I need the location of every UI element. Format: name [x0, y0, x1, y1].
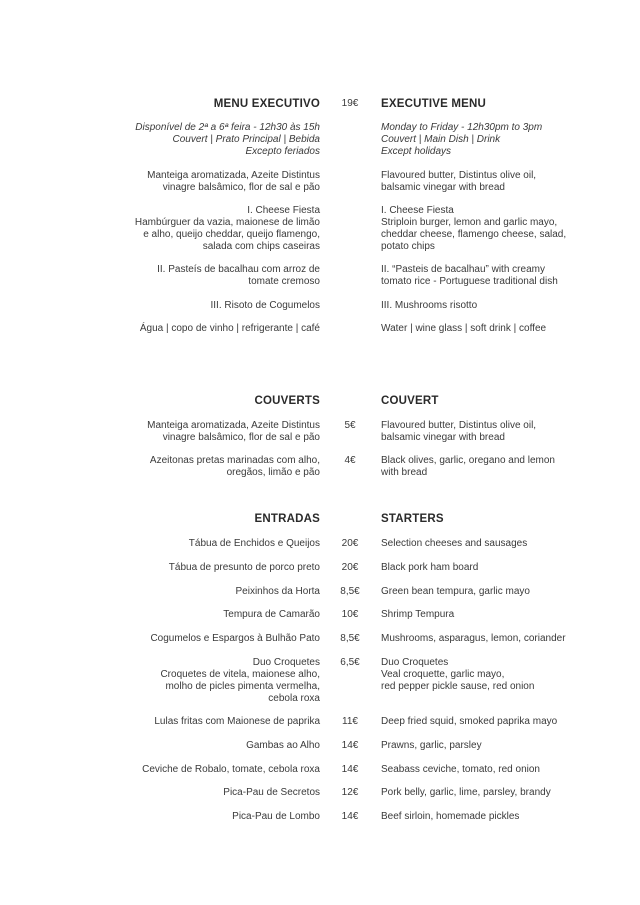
item-price: 11€: [342, 716, 358, 727]
text-line: I. Cheese Fiesta: [247, 205, 320, 216]
text-line: I. Cheese Fiesta: [381, 205, 454, 216]
item-price: 6,5€: [340, 657, 360, 668]
text-line: red pepper pickle sause, red onion: [381, 681, 535, 692]
text-line: Manteiga aromatizada, Azeite Distintus: [147, 420, 320, 431]
text-line: Shrimp Tempura: [381, 609, 455, 620]
menu-item-row: [0, 764, 640, 787]
text-line: Tábua de Enchidos e Queijos: [188, 538, 320, 549]
text-line: Seabass ceviche, tomato, red onion: [381, 764, 540, 775]
starters-list: [0, 538, 640, 835]
item-price: 8,5€: [340, 633, 360, 644]
menu-item-row: [0, 787, 640, 811]
text-line: e alho, queijo cheddar, queijo flamengo,: [143, 229, 320, 240]
text-line: balsamic vinegar with bread: [381, 182, 505, 193]
item-name-en: [381, 764, 611, 776]
text-line: salada com chips caseiras: [202, 241, 320, 252]
text-line: Deep fried squid, smoked paprika mayo: [381, 716, 558, 727]
text-line: Veal croquette, garlic mayo,: [381, 669, 505, 680]
item-name-en: [381, 609, 611, 621]
text-line: Hambúrguer da vazia, maionese de limão: [134, 217, 320, 228]
item-price: 20€: [341, 562, 359, 573]
menu-item-row: [0, 740, 640, 764]
executive-dish3-row: [0, 300, 640, 323]
text-line: Peixinhos da Horta: [235, 586, 320, 597]
item-name-pt: [90, 420, 320, 444]
info-line: Excepto feriados: [245, 146, 320, 157]
item-name-en: [381, 586, 611, 598]
text-line: Duo Croquetes: [252, 657, 320, 668]
text-line: Duo Croquetes: [381, 657, 449, 668]
info-line: Monday to Friday - 12h30pm to 3pm: [381, 122, 543, 133]
executive-info-row: [0, 122, 640, 170]
text-line: cebola roxa: [268, 693, 320, 704]
executive-dish3-en: III. Mushrooms risotto: [381, 300, 478, 311]
item-name-en: [381, 716, 611, 728]
starters-title-en: STARTERS: [381, 513, 444, 525]
item-name-en: [381, 811, 611, 823]
menu-item-row: [0, 716, 640, 740]
text-line: molho de picles pimenta vermelha,: [165, 681, 320, 692]
text-line: Black pork ham board: [381, 562, 479, 573]
executive-drinks-pt: Água | copo de vinho | refrigerante | café: [139, 323, 320, 334]
item-price: 8,5€: [340, 586, 360, 597]
menu-item-row: [0, 633, 640, 657]
executive-dish3-pt: III. Risoto de Cogumelos: [210, 300, 320, 311]
menu-item-row: [0, 586, 640, 609]
starters-heading-row: [0, 513, 640, 538]
text-line: tomato rice - Portuguese traditional dish: [381, 276, 558, 287]
item-name-pt: [90, 609, 320, 621]
text-line: oregãos, limão e pão: [226, 467, 320, 478]
item-price: 14€: [341, 764, 359, 775]
menu-item-row: [0, 538, 640, 562]
text-line: Gambas ao Alho: [246, 740, 320, 751]
executive-heading-row: [0, 98, 640, 122]
text-line: Beef sirloin, homemade pickles: [381, 811, 520, 822]
text-line: II. “Pasteis de bacalhau” with creamy: [381, 264, 545, 275]
text-line: potato chips: [381, 241, 435, 252]
executive-price: 19€: [341, 98, 359, 109]
menu-item-row: [0, 420, 640, 455]
text-line: Selection cheeses and sausages: [381, 538, 528, 549]
text-line: Green bean tempura, garlic mayo: [381, 586, 530, 597]
menu-item-row: [0, 455, 640, 485]
text-line: Prawns, garlic, parsley: [381, 740, 482, 751]
text-line: Flavoured butter, Distintus olive oil,: [381, 420, 537, 431]
executive-dish2-en: [381, 264, 611, 288]
item-name-pt: [90, 633, 320, 645]
text-line: Flavoured butter, Distintus olive oil,: [381, 170, 537, 181]
text-line: Pica-Pau de Lombo: [232, 811, 320, 822]
executive-dish1-pt: [90, 205, 320, 253]
starters-title-pt: ENTRADAS: [254, 513, 320, 525]
executive-couvert-en: [381, 170, 611, 194]
item-price: 5€: [344, 420, 356, 431]
item-name-pt: [90, 538, 320, 550]
item-name-en: [381, 740, 611, 752]
executive-dish2-pt: [90, 264, 320, 288]
item-price: 4€: [344, 455, 356, 466]
item-name-en: [381, 562, 611, 574]
text-line: Lulas fritas com Maionese de paprika: [154, 716, 320, 727]
item-name-en: [381, 657, 611, 693]
executive-dish2-row: [0, 264, 640, 300]
item-name-pt: [90, 716, 320, 728]
text-line: Azeitonas pretas marinadas com alho,: [149, 455, 320, 466]
couverts-list: [0, 420, 640, 485]
executive-drinks-row: [0, 323, 640, 337]
item-price: 14€: [341, 740, 359, 751]
item-name-pt: [90, 764, 320, 776]
info-line: Couvert | Main Dish | Drink: [381, 134, 501, 145]
executive-dish1-row: [0, 205, 640, 264]
info-line: Couvert | Prato Principal | Bebida: [172, 134, 320, 145]
menu-item-row: [0, 657, 640, 716]
menu-item-row: [0, 609, 640, 633]
text-line: Pica-Pau de Secretos: [223, 787, 320, 798]
item-name-en: [381, 420, 611, 444]
executive-info-pt: [90, 122, 320, 158]
text-line: Black olives, garlic, oregano and lemon: [381, 455, 555, 466]
couverts-heading-row: [0, 395, 640, 420]
couverts-section: [0, 395, 640, 485]
item-name-pt: [90, 787, 320, 799]
item-name-en: [381, 787, 611, 799]
item-name-pt: [90, 657, 320, 705]
text-line: cheddar cheese, flamengo cheese, salad,: [381, 229, 567, 240]
menu-item-row: [0, 562, 640, 586]
item-name-pt: [90, 455, 320, 479]
text-line: Mushrooms, asparagus, lemon, coriander: [381, 633, 566, 644]
text-line: tomate cremoso: [248, 276, 320, 287]
item-name-pt: [90, 586, 320, 598]
executive-drinks-en: Water | wine glass | soft drink | coffee: [381, 323, 547, 334]
item-name-pt: [90, 562, 320, 574]
text-line: Manteiga aromatizada, Azeite Distintus: [147, 170, 320, 181]
executive-title-en: EXECUTIVE MENU: [381, 98, 487, 110]
text-line: Striploin burger, lemon and garlic mayo,: [381, 217, 558, 228]
text-line: with bread: [381, 467, 428, 478]
text-line: balsamic vinegar with bread: [381, 432, 505, 443]
executive-couvert-row: [0, 170, 640, 205]
menu-item-row: [0, 811, 640, 835]
executive-dish1-en: [381, 205, 611, 253]
item-price: 20€: [341, 538, 359, 549]
executive-couvert-pt: [90, 170, 320, 194]
executive-info-en: [381, 122, 611, 158]
info-line: Disponível de 2ª a 6ª feira - 12h30 às 15h: [135, 122, 320, 133]
text-line: II. Pasteís de bacalhau com arroz de: [157, 264, 320, 275]
executive-menu-section: [0, 98, 640, 337]
item-price: 14€: [341, 811, 359, 822]
text-line: Ceviche de Robalo, tomate, cebola roxa: [142, 764, 320, 775]
item-price: 10€: [341, 609, 359, 620]
executive-title-pt: MENU EXECUTIVO: [213, 98, 320, 110]
text-line: Pork belly, garlic, lime, parsley, brandy: [381, 787, 551, 798]
item-name-pt: [90, 740, 320, 752]
text-line: Tempura de Camarão: [223, 609, 320, 620]
text-line: Croquetes de vitela, maionese alho,: [160, 669, 320, 680]
item-price: 12€: [341, 787, 359, 798]
text-line: vinagre balsâmico, flor de sal e pão: [162, 432, 320, 443]
text-line: vinagre balsâmico, flor de sal e pão: [162, 182, 320, 193]
item-name-pt: [90, 811, 320, 823]
text-line: Cogumelos e Espargos à Bulhão Pato: [150, 633, 320, 644]
info-line: Except holidays: [381, 146, 452, 157]
item-name-en: [381, 538, 611, 550]
starters-section: [0, 513, 640, 835]
couverts-title-en: COUVERT: [381, 395, 439, 407]
item-name-en: [381, 455, 611, 479]
text-line: Tábua de presunto de porco preto: [168, 562, 320, 573]
couverts-title-pt: COUVERTS: [254, 395, 320, 407]
item-name-en: [381, 633, 611, 645]
